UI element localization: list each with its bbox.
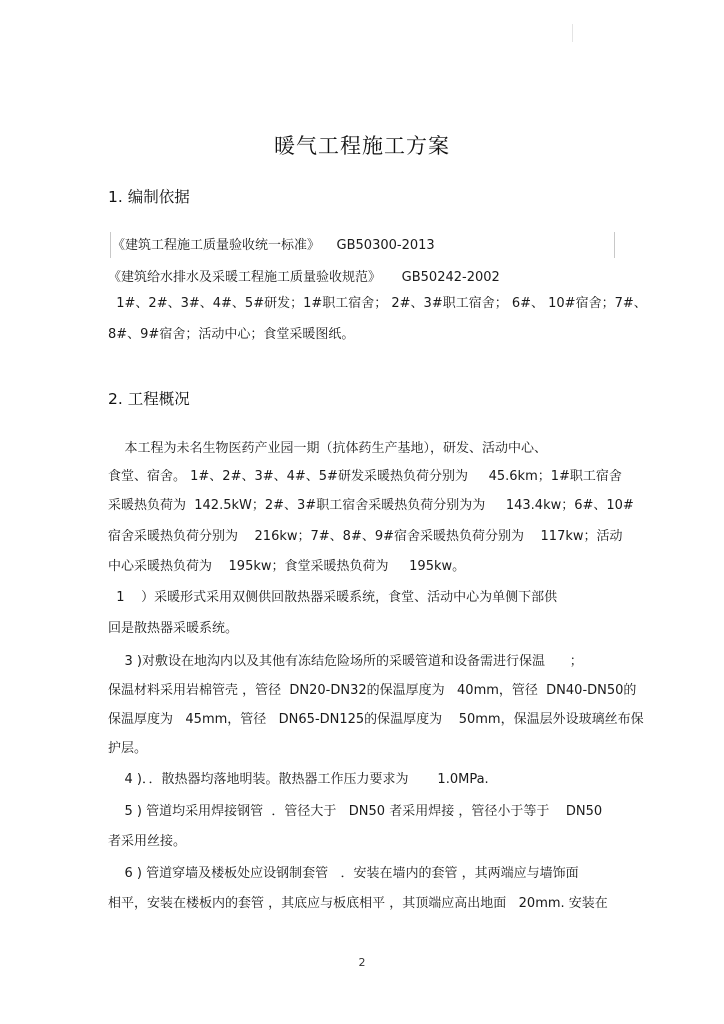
body-line: 5 ) 管道均采用焊接钢管 ．管径大于 DN50 者采用焊接 ，管径小于等于 DN50 <box>108 804 603 819</box>
body-line: 食堂、宿舍。 1#、2#、3#、4#、5#研发采暖热负荷分别为 45.6km；1#职工宿舍 <box>108 469 622 484</box>
body-line: 1 ）采暖形式采用双侧供回散热器采暖系统，食堂、活动中心为单侧下部供 <box>108 590 558 605</box>
section-heading-1: 1. 编制依据 <box>108 188 190 206</box>
body-line: 相平，安装在楼板内的套管 ，其底应与板底相平 ，其顶端应高出地面 20mm. 安装在 <box>108 896 608 911</box>
body-line: 本工程为未名生物医药产业园一期（抗体药生产基地），研发、活动中心、 <box>108 441 548 456</box>
reference-line: 《建筑给水排水及采暖工程施工质量验收规范》 GB50242-2002 <box>108 270 500 285</box>
scan-mark-left <box>110 232 111 258</box>
body-line: 宿舍采暖热负荷分别为 216kw；7#、8#、9#宿舍采暖热负荷分别为 117kw；活动 <box>108 529 623 544</box>
reference-line: 8#、9#宿舍；活动中心；食堂采暖图纸。 <box>108 327 355 342</box>
body-line: 者采用丝接。 <box>108 834 187 849</box>
scan-mark-right <box>614 232 615 258</box>
reference-line: 《建筑工程施工质量验收统一标准》 GB50300-2013 <box>112 238 435 253</box>
body-line: 中心采暖热负荷为 195kw；食堂采暖热负荷为 195kw。 <box>108 559 466 574</box>
body-line: 采暖热负荷为 142.5kW；2#、3#职工宿舍采暖热负荷分别为为 143.4kw；6#、10# <box>108 498 634 513</box>
body-line: 6 ) 管道穿墙及楼板处应设钢制套管 ．安装在墙内的套管 ，其两端应与墙饰面 <box>108 866 579 881</box>
scan-mark-top <box>572 24 573 42</box>
page-number: 2 <box>358 956 366 969</box>
body-line: 4 )．．散热器均落地明装。散热器工作压力要求为 1.0MPa. <box>108 772 489 787</box>
body-line: 3 )对敷设在地沟内以及其他有冻结危险场所的采暖管道和设备需进行保温 ； <box>108 654 583 669</box>
body-line: 保温厚度为 45mm，管径 DN65-DN125的保温厚度为 50mm，保温层外设玻璃丝布保 <box>108 712 644 727</box>
section-heading-2: 2. 工程概况 <box>108 390 190 408</box>
body-line: 保温材料采用岩棉管壳 ，管径 DN20-DN32的保温厚度为 40mm，管径 DN40-DN50的 <box>108 683 637 698</box>
body-line: 回是散热器采暖系统。 <box>108 621 239 636</box>
body-line: 护层。 <box>108 741 148 756</box>
page-title: 暖气工程施工方案 <box>274 134 450 158</box>
reference-line: 1#、2#、3#、4#、5#研发；1#职工宿舍； 2#、3#职工宿舍； 6#、 10#宿舍；7#、 <box>108 296 647 311</box>
